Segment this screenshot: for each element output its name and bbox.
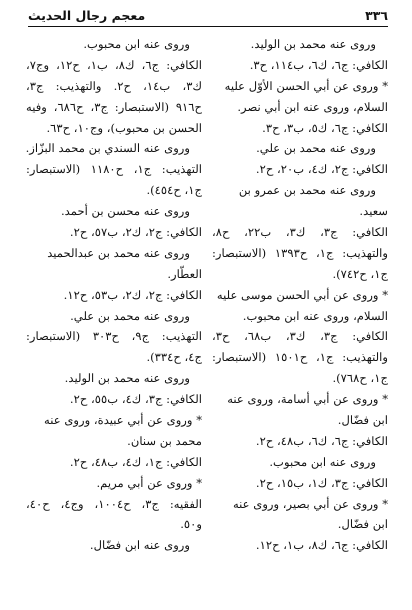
text-line: * وروى عن أبي أسامة، وروى عنه (227, 392, 388, 407)
text-line: والتهذيب: ج١، ح١٥٠١ (الاستبصار: (212, 350, 388, 365)
text-line: محمد بن سنان. (127, 433, 202, 448)
text-line: التهذيب: ج٩، ح٣٠٣ (الاستبصار: (26, 329, 202, 344)
right-text-column (212, 34, 388, 556)
text-line: الكافي: ج٢، ك٢، ب٥٧، ح٢. (69, 225, 202, 240)
text-line: الكافي: ج١، ك٤، ب٤٨، ح٢. (69, 454, 202, 469)
text-line: السلام، وروى عنه ابن محبوب. (242, 308, 388, 323)
text-line: ج١، ح٧٦٨). (332, 371, 388, 386)
text-line: * وروى عن أبي مريم. (96, 475, 202, 490)
text-line: العطّار. (167, 266, 202, 281)
text-line: ج١، ح٧٤٢). (332, 266, 388, 281)
text-line: وروى عنه محمد بن عبدالحميد (47, 245, 190, 260)
text-line: ح٩١٦ (الاستبصار: ج٣، ح٦٨٦، وفيه (26, 99, 202, 114)
text-line: والتهذيب: ج١، ح١٣٩٣ (الاستبصار: (212, 245, 388, 260)
text-line: * وروى عن أبي الحسن الأوّل عليه (224, 78, 388, 93)
running-header (28, 6, 388, 24)
text-line: الحسن بن محبوب)، وج١٠، ح٦٣. (46, 120, 202, 135)
text-line: الكافي: ج٢، ك٢، ب٥٣، ح١٢. (63, 287, 202, 302)
text-line: الكافي: ج٦، ك٨، ب١، ح١٢، وج٧، (26, 57, 202, 72)
text-line: وروى عنه ابن فضّال. (89, 538, 190, 553)
text-line: الكافي: ج٣، ك٣، ب٦٨، ح٣، (212, 329, 388, 344)
text-line: الكافي: ج٦، ك٦، ب٤٨، ح٢. (255, 433, 388, 448)
text-line: وروى عنه محمد بن عمرو بن (238, 183, 376, 198)
text-line: الكافي: ج٦، ك٨، ب١، ح١٢. (255, 538, 388, 553)
left-text-column (26, 34, 202, 556)
text-line: ج٤، ح٣٣٤). (146, 350, 202, 365)
text-line: و٥٠. (180, 517, 202, 532)
text-line: التهذيب: ج١، ح١١٨٠ (الاستبصار: (26, 162, 202, 177)
header-rule (28, 26, 388, 27)
text-line: الكافي: ج٦، ك٥، ب٣، ح٣. (262, 120, 388, 135)
text-line: وروى عنه ابن محبوب. (269, 454, 376, 469)
text-line: الكافي: ج٦، ك٦، ب١١٤، ح٣. (249, 57, 388, 72)
text-line: الكافي: ج٢، ك٤، ب٢٠، ح٢. (255, 162, 388, 177)
text-line: ابن فضّال. (337, 413, 388, 428)
text-line: ج١، ح٤٥٤). (146, 183, 202, 198)
text-line: ابن فضّال. (337, 517, 388, 532)
text-line: وروى عنه ابن محبوب. (83, 37, 190, 51)
text-line: الكافي: ج٣، ك١، ب١٥، ح٢. (255, 475, 388, 490)
text-line: وروى عنه محسن بن أحمد. (60, 204, 190, 219)
text-line: * وروى عن أبي بصير، وروى عنه (232, 496, 388, 511)
text-line: وروى عنه محمد بن الوليد. (64, 371, 190, 386)
text-line: وروى عنه السندي بن محمد البزّاز. (26, 141, 190, 156)
text-line: الكافي: ج٣، ك٣، ب٢٢، ح٨، (212, 225, 388, 240)
text-line: * وروى عن أبي الحسن موسى عليه (216, 287, 388, 302)
page-number: ٣٣٦ (365, 7, 388, 23)
text-line: وروى عنه محمد بن علي. (70, 308, 190, 323)
text-line: سعيد. (359, 204, 388, 219)
text-line: ك٣، ب١٤، ح٢. والتهذيب: ج٣، (26, 78, 202, 93)
text-line: وروى عنه محمد بن الوليد. (250, 37, 376, 51)
text-line: السلام، وروى عنه ابن أبي نصر. (237, 99, 388, 114)
text-line: وروى عنه محمد بن علي. (256, 141, 376, 156)
text-line: الفقيه: ج٣، ح١٠٠٤، وج٤، ح٤٠، (26, 496, 202, 511)
text-line: الكافي: ج٣، ك٤، ب٥٥، ح٢. (69, 392, 202, 407)
text-line: * وروى عن أبي عبيدة، وروى عنه (44, 413, 202, 428)
book-title: معجم رجال الحديث (28, 7, 146, 23)
